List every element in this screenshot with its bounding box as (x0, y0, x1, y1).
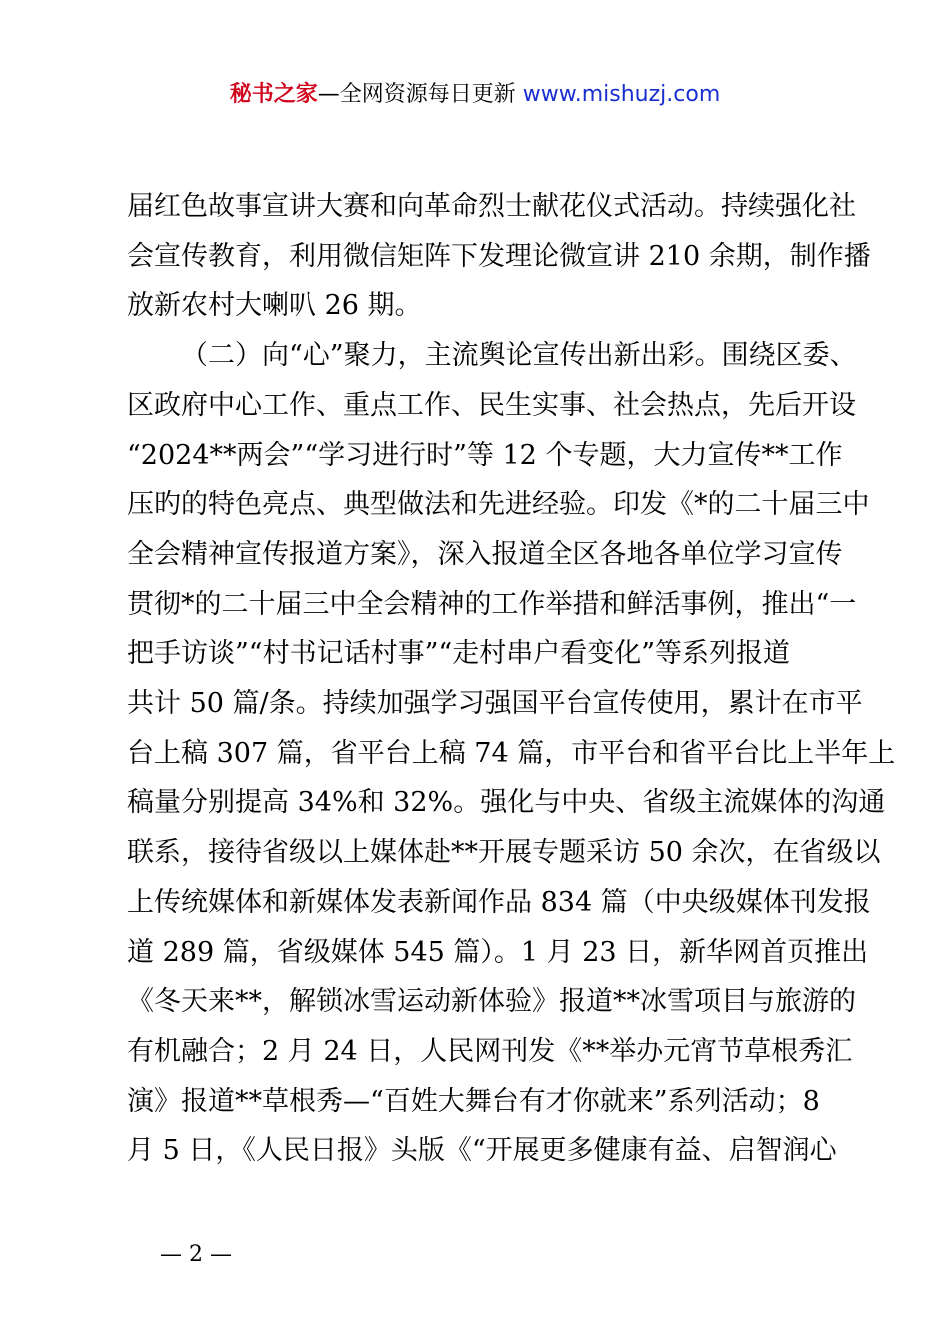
text-line: 稿量分别提高 34%和 32%。强化与中央、省级主流媒体的沟通 (127, 787, 886, 819)
text-line: 全会精神宣传报道方案》，深入报道全区各地各单位学习宣传 (127, 538, 843, 570)
text-line: 道 289 篇，省级媒体 545 篇）。1 月 23 日，新华网首页推出 (127, 936, 869, 968)
text-line: 贯彻*的二十届三中全会精神的工作举措和鲜活事例，推出“一 (127, 588, 857, 620)
paragraph-1 (127, 182, 871, 331)
brand-name: 秘书之家 (229, 82, 318, 107)
text-line: “2024**两会”“学习进行时”等 12 个专题，大力宣传**工作 (127, 439, 843, 471)
text-line: 届红色故事宣讲大赛和向革命烈士献花仪式活动。持续强化社 (127, 191, 856, 222)
text-line: 上传统媒体和新媒体发表新闻作品 834 篇（中央级媒体刊发报 (127, 886, 871, 918)
text-line: （二）向“心”聚力，主流舆论宣传出新出彩。围绕区委、 (181, 340, 857, 372)
text-line: 共计 50 篇/条。持续加强学习强国平台宣传使用，累计在市平 (127, 688, 863, 720)
document-body (127, 182, 896, 1176)
site-header (0, 78, 950, 112)
text-line: 放新农村大喇叭 26 期。 (127, 290, 422, 322)
text-line: 有机融合；2 月 24 日，人民网刊发《**举办元宵节草根秀汇 (127, 1035, 853, 1067)
text-line: 演》报道**草根秀—“百姓大舞台有才你就来”系列活动；8 (127, 1085, 820, 1117)
text-line: 把手访谈”“村书记话村事”“走村串户看变化”等系列报道 (127, 638, 791, 670)
site-url-link[interactable]: www.mishuzj.com (522, 82, 721, 107)
text-line: 月 5 日，《人民日报》头版《“开展更多健康有益、启智润心 (127, 1135, 837, 1167)
header-tagline: —全网资源每日更新 (317, 82, 516, 107)
text-line: 区政府中心工作、重点工作、民生实事、社会热点，先后开设 (127, 389, 856, 421)
text-line: 台上稿 307 篇，省平台上稿 74 篇，市平台和省平台比上半年上 (127, 737, 896, 769)
text-line: 压旳的特色亮点、典型做法和先进经验。印发《*的二十届三中 (127, 489, 870, 521)
text-line: 联系，接待省级以上媒体赴**开展专题采访 50 余次，在省级以 (127, 837, 881, 869)
text-line: 《冬天来**，解锁冰雪运动新体验》报道**冰雪项目与旅游的 (127, 986, 856, 1018)
paragraph-2 (127, 331, 896, 1176)
text-line: 会宣传教育，利用微信矩阵下发理论微宣讲 210 余期，制作播 (127, 240, 871, 272)
page-number: — 2 — (160, 1242, 232, 1267)
